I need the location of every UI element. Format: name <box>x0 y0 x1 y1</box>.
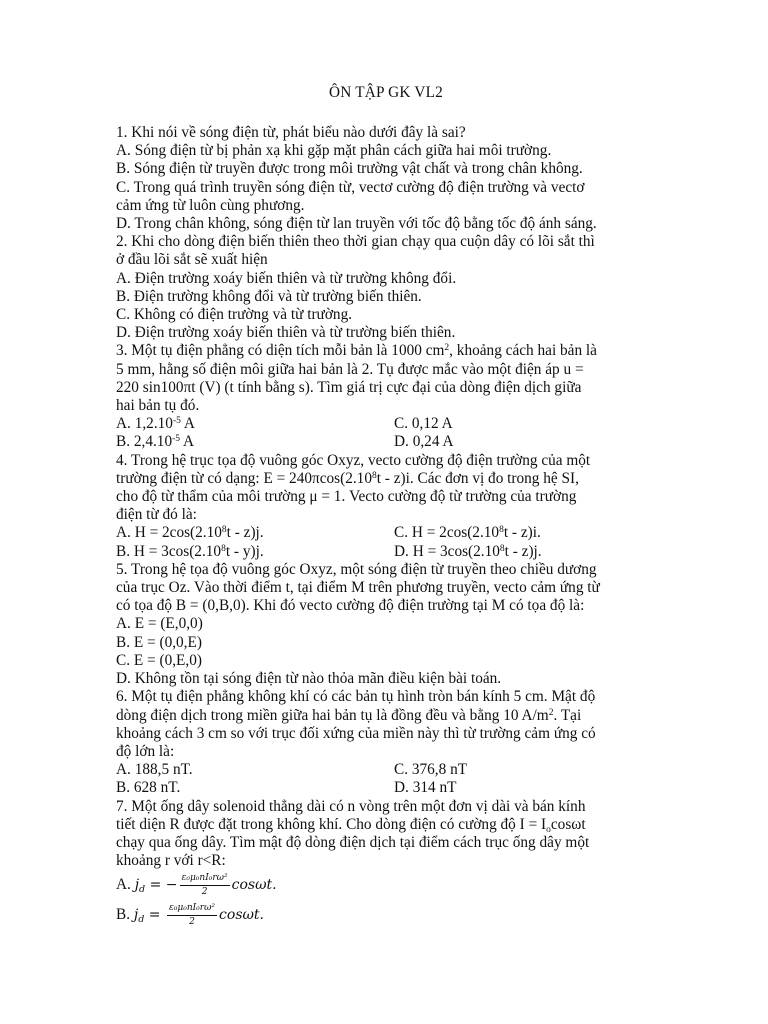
question-5 <box>116 561 656 688</box>
question-4-text-line4: điện từ đó là: <box>116 506 197 524</box>
question-7-text-line3: chạy qua ống dây. Tìm mật độ dòng điện dịch tại điểm cách trục ống dây một <box>116 833 590 851</box>
question-3-text-line2: 5 mm, hằng số điện môi giữa hai bản là 2. Tụ được mắc vào một điện áp u = <box>116 360 584 378</box>
question-5-text-line3: có tọa độ B = (0,B,0). Khi đó vecto cường độ điện trường tại M có tọa độ là: <box>116 597 585 615</box>
question-5-text-line2: của trục Oz. Vào thời điểm t, tại điểm M trên phương truyền, vecto cảm ứng từ <box>116 579 600 597</box>
question-3 <box>116 342 656 451</box>
question-3-text-line4: hai bản tụ đó. <box>116 397 200 415</box>
question-6-option-d: D. 314 nT <box>394 779 457 797</box>
question-3-option-d: D. 0,24 A <box>394 433 454 451</box>
question-4-option-c: C. $H = 2\cos(2.10^8t - z)i$. <box>394 524 541 542</box>
question-2-text: 2. Khi cho dòng điện biến thiên theo thời gian chạy qua cuộn dây có lõi sắt thì <box>116 233 595 251</box>
equation-tail: cosωt. <box>231 877 277 894</box>
question-6-text-line2: dòng điện dịch trong miền giữa hai bản tụ là đồng đều và bằng 10 $A/m^2$. Tại <box>116 706 582 724</box>
question-5-option-c: C. E = (0,E,0) <box>116 651 202 669</box>
question-2-text-cont: ở đầu lõi sắt sẽ xuất hiện <box>116 251 268 269</box>
question-1 <box>116 124 656 233</box>
question-3-text-line3: 220 sin100πt (V) (t tính bằng s). Tìm giá trị cực đại của dòng điện dịch giữa <box>116 378 582 396</box>
question-7-text: 7. Một ống dây solenoid thẳng dài có n vòng trên một đơn vị dài và bán kính <box>116 797 586 815</box>
question-7-text-line2: tiết diện R được đặt trong không khí. Cho dòng điện có cường độ $I = I_o\cos\omega t$ <box>116 815 586 835</box>
question-4-option-b: B. $H = 3\cos(2.10^8t - y)j$. <box>116 542 264 560</box>
question-6-options-row1 <box>116 761 656 779</box>
question-6-text: 6. Một tụ điện phẳng không khí có các bản tụ hình tròn bán kính 5 cm. Mật độ <box>116 688 596 706</box>
question-6-option-c: C. 376,8 nT <box>394 761 468 779</box>
question-6-text-line3: khoảng cách 3 cm so với trục đối xứng của miền này thì từ trường cảm ứng có <box>116 724 596 742</box>
question-5-text: 5. Trong hệ tọa độ vuông góc Oxyz, một sóng điện từ truyền theo chiều dương <box>116 560 597 578</box>
equation-lhs: $j_d$ = − <box>134 877 178 896</box>
question-4-text-line2: trường điện từ có dạng: $E = 240\pi\cos(2.10^8t - z)i$. Các đơn vị đo trong hệ SI, <box>116 469 579 487</box>
question-3-options-row1 <box>116 415 656 433</box>
option-label: A. <box>116 876 135 894</box>
question-3-options-row2 <box>116 433 656 451</box>
question-7-option-a <box>116 870 656 900</box>
question-4-option-a: A. $H = 2\cos(2.10^8t - z)j$. <box>116 524 264 542</box>
question-1-option-d: D. Trong chân không, sóng điện từ lan truyền với tốc độ bằng tốc độ ánh sáng. <box>116 215 597 233</box>
option-label: B. <box>116 906 134 924</box>
question-1-option-a: A. Sóng điện từ bị phản xạ khi gặp mặt phân cách giữa hai môi trường. <box>116 142 552 160</box>
equation-fraction: $\frac{\text{ε₀μ₀nI₀rω²}}{2}$ <box>181 873 228 898</box>
question-6-option-a: A. 188,5 nT. <box>116 761 193 779</box>
question-1-option-c-cont: cảm ứng từ luôn cùng phương. <box>116 196 305 214</box>
question-7 <box>116 798 656 931</box>
question-6-option-b: B. 628 nT. <box>116 779 181 797</box>
question-5-option-a: A. E = (E,0,0) <box>116 615 203 633</box>
question-4-text: 4. Trong hệ trục tọa độ vuông góc Oxyz, vecto cường độ điện trường của một <box>116 451 591 469</box>
question-2-option-a: A. Điện trường xoáy biến thiên và từ trường không đổi. <box>116 269 457 287</box>
equation-lhs: $j_d$ = <box>133 907 165 926</box>
question-2-option-d: D. Điện trường xoáy biến thiên và từ trường biến thiên. <box>116 324 456 342</box>
question-4-options-row1 <box>116 524 656 542</box>
question-1-option-c: C. Trong quá trình truyền sóng điện từ, vectơ cường độ điện trường và vectơ <box>116 178 585 196</box>
question-1-option-b: B. Sóng điện từ truyền được trong môi trường vật chất và trong chân không. <box>116 160 583 178</box>
equation-fraction: $\frac{\text{ε₀μ₀nI₀rω²}}{2}$ <box>168 903 216 928</box>
question-4 <box>116 452 656 561</box>
question-3-option-b: B. $2,4.10^{-5}$ A <box>116 433 195 451</box>
question-3-text: 3. Một tụ điện phẳng có diện tích mỗi bản là 1000 $cm^2$, khoảng cách hai bản là <box>116 342 597 360</box>
question-1-text: 1. Khi nói về sóng điện từ, phát biểu nào dưới đây là sai? <box>116 124 466 141</box>
question-4-options-row2 <box>116 543 656 561</box>
question-6 <box>116 688 656 797</box>
question-7-text-line4: khoảng r với r<R: <box>116 852 226 870</box>
question-2-option-b: B. Điện trường không đổi và từ trường biến thiên. <box>116 287 422 305</box>
question-2-option-c: C. Không có điện trường và từ trường. <box>116 306 353 324</box>
question-4-text-line3: cho độ từ thẩm của môi trường μ = 1. Vecto cường độ từ trường của trường <box>116 488 577 506</box>
question-6-options-row2 <box>116 779 656 797</box>
document-page <box>116 84 656 930</box>
equation-tail: cosωt. <box>219 907 264 924</box>
document-title: ÔN TẬP GK VL2 <box>328 84 444 101</box>
question-4-option-d: D. $H = 3\cos(2.10^8t - z)j$. <box>394 542 542 560</box>
question-6-text-line4: độ lớn là: <box>116 742 175 760</box>
question-3-option-c: C. 0,12 A <box>394 415 453 433</box>
question-5-option-b: B. E = (0,0,E) <box>116 633 202 651</box>
question-3-option-a: A. $1,2.10^{-5}$ A <box>116 415 195 433</box>
question-5-option-d: D. Không tồn tại sóng điện từ nào thỏa mãn điều kiện bài toán. <box>116 670 502 688</box>
question-2 <box>116 233 656 342</box>
question-7-option-b <box>116 900 656 930</box>
